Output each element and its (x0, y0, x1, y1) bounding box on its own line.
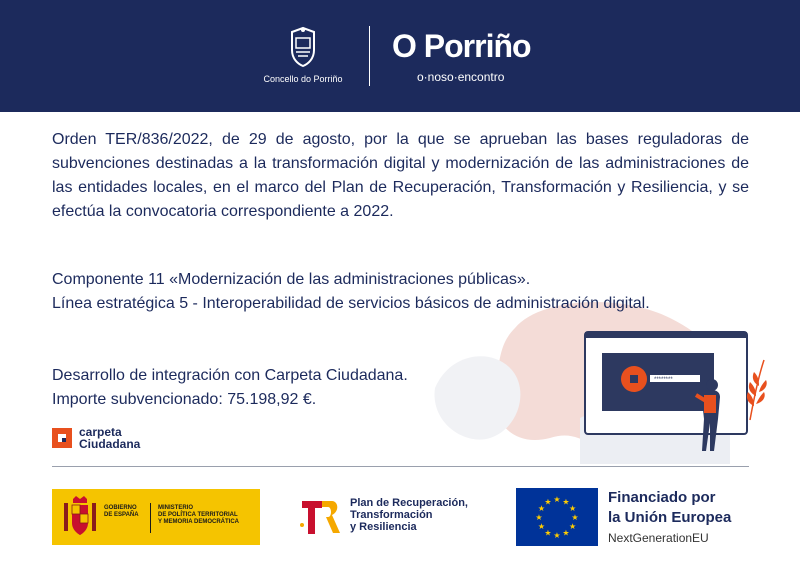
strategic-line: Línea estratégica 5 - Interoperabilidad de servicios básicos de administración digital. (52, 295, 650, 312)
prtr-tr-icon (298, 495, 344, 537)
eu-star-icon: ★ (562, 497, 570, 507)
eu-star-icon: ★ (553, 531, 561, 540)
eu-star-icon: ★ (569, 504, 577, 513)
eu-star-icon: ★ (537, 504, 545, 513)
gobierno-separator (150, 503, 151, 533)
project-block (52, 364, 408, 412)
component-line: Componente 11 «Modernización de las administraciones públicas». (52, 271, 531, 288)
laptop-illustration (584, 331, 750, 455)
eu-star-icon: ★ (544, 528, 552, 538)
eu-star-icon: ★ (544, 497, 552, 507)
carpeta-logo-line1: carpeta (79, 425, 122, 439)
carpeta-logo-text (79, 426, 140, 450)
eu-star-icon: ★ (537, 522, 545, 531)
eu-title: Financiado por la Unión Europea (608, 489, 732, 526)
leaf-decoration (744, 358, 768, 422)
eu-flag (516, 488, 598, 546)
eu-star-icon: ★ (553, 495, 561, 504)
header-banner (0, 0, 800, 112)
spain-coat-of-arms-icon (62, 495, 98, 539)
amount-line: Importe subvencionado: 75.198,92 €. (52, 391, 317, 408)
plan-recuperacion-logo (298, 495, 498, 539)
footer-divider (52, 466, 749, 467)
eu-star-icon: ★ (569, 522, 577, 531)
brand-name: O Porriño (392, 28, 531, 64)
brand-tagline: o·noso·encontro (417, 70, 505, 84)
concello-name: Concello do Porriño (263, 74, 343, 84)
gobierno-espana-logo (52, 489, 260, 545)
concello-logo (258, 26, 348, 88)
eu-star-icon: ★ (571, 513, 579, 522)
prtr-text: Plan de Recuperación, Transformación y Resiliencia (350, 497, 468, 533)
carpeta-square-icon (52, 428, 72, 448)
header-divider (369, 26, 370, 86)
crest-icon (286, 26, 320, 68)
carpeta-ciudadana-logo (52, 426, 192, 452)
order-paragraph: Orden TER/836/2022, de 29 de agosto, por la que se aprueban las bases reguladoras de subvenciones destinadas a la transformación digital y modernización de las administraciones de las entidades locales, en el marco del Plan de Recuperación, Transformación y Resiliencia, y se efectúa la convocatoria correspondiente a 2022. (52, 131, 749, 220)
ministerio-text: MINISTERIO DE POLÍTICA TERRITORIAL Y MEMORIA DEMOCRÁTICA (158, 505, 239, 525)
program-block (52, 268, 749, 316)
eu-funding-logo (516, 488, 756, 546)
gobierno-text: GOBIERNO DE ESPAÑA (104, 505, 139, 518)
eu-stars-icon (516, 488, 598, 546)
svg-text:********: ******** (654, 377, 673, 383)
eu-star-icon: ★ (535, 513, 543, 522)
eu-subtitle: NextGenerationEU (608, 531, 709, 545)
development-line: Desarrollo de integración con Carpeta Ciudadana. (52, 367, 408, 384)
carpeta-logo-line2: Ciudadana (79, 437, 141, 451)
eu-star-icon: ★ (562, 528, 570, 538)
